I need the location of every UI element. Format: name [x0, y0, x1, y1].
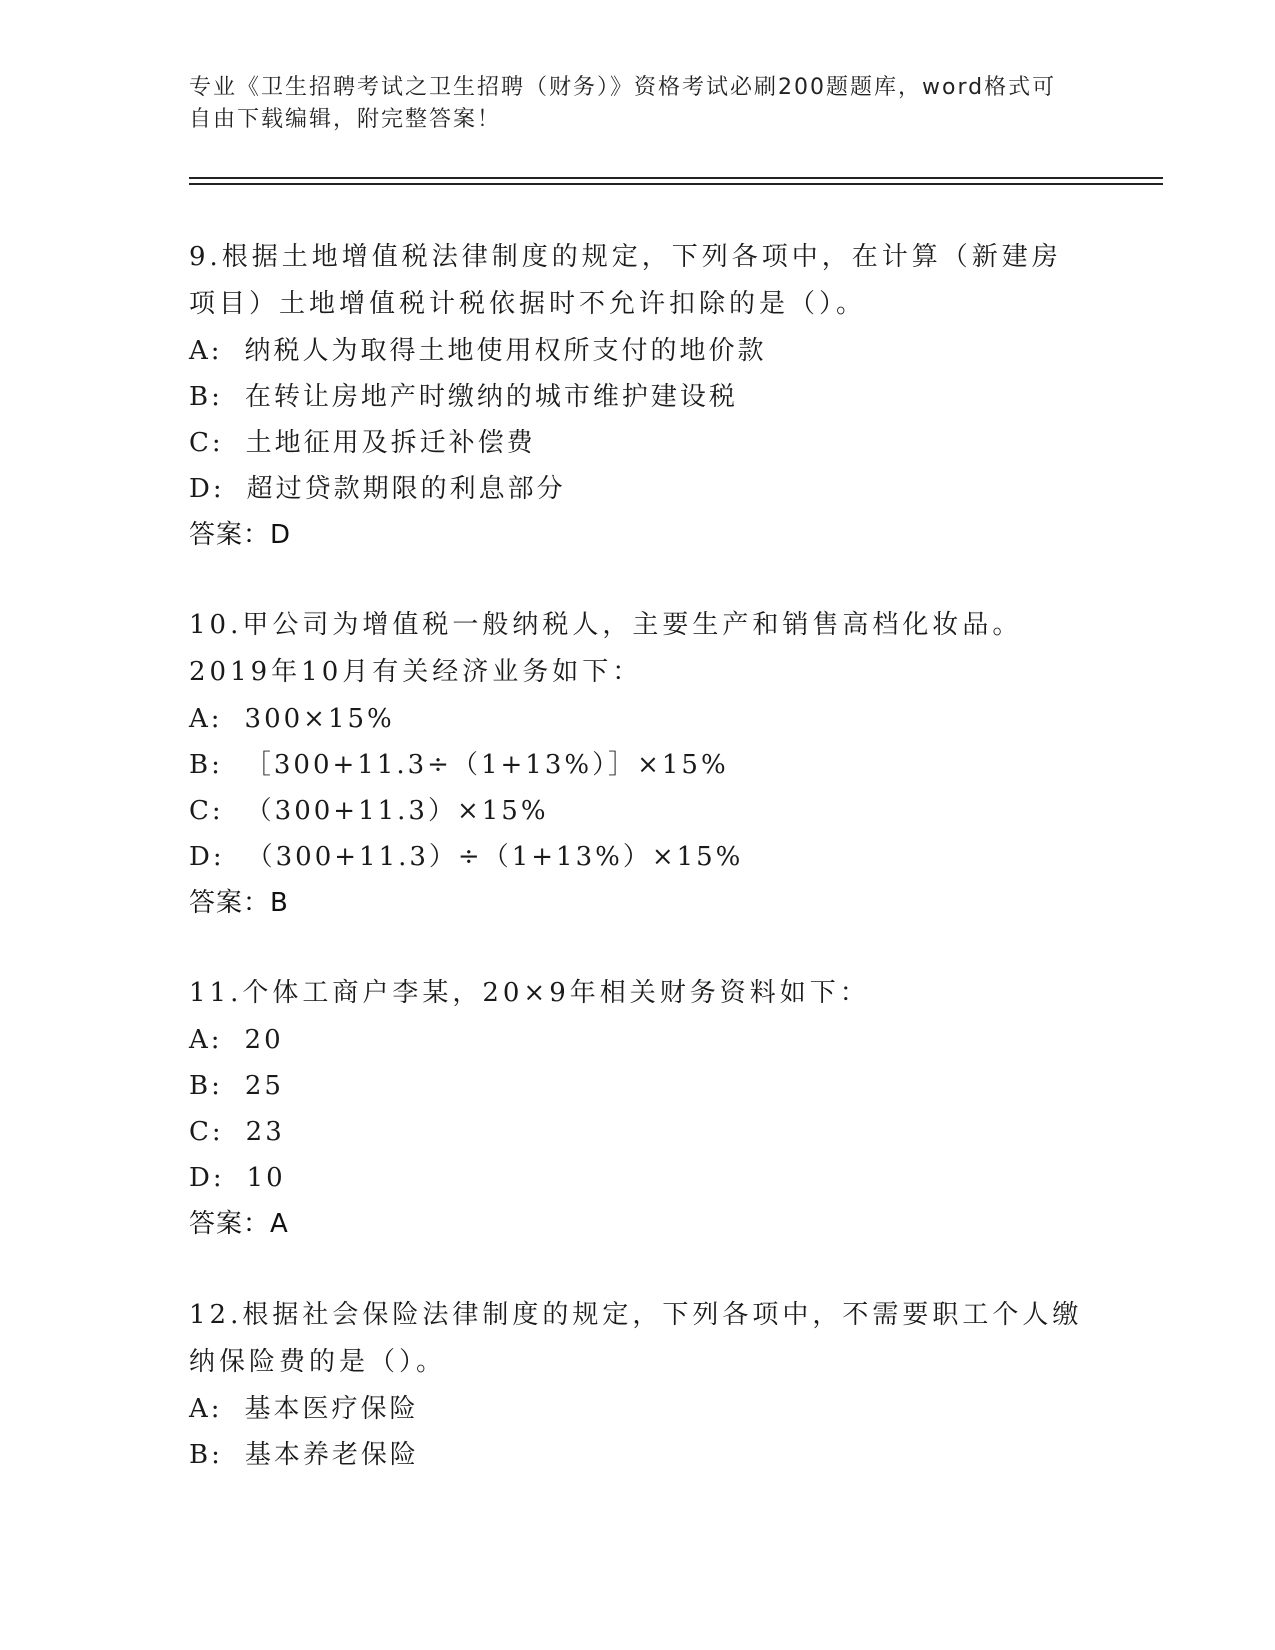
option-b: [189, 742, 1089, 788]
option-a: [189, 1017, 1089, 1063]
answer-line: [189, 880, 1089, 926]
option-text: 25: [244, 1071, 284, 1101]
option-a: [189, 328, 1089, 374]
option-d: [189, 466, 1089, 512]
option-key: A:: [189, 1025, 223, 1055]
option-c: [189, 1109, 1089, 1155]
option-c: [189, 420, 1089, 466]
option-text: 在转让房地产时缴纳的城市维护建设税: [244, 382, 738, 412]
option-key: A:: [189, 336, 223, 366]
answer-value: D: [270, 520, 292, 550]
option-text: 纳税人为取得土地使用权所支付的地价款: [244, 336, 767, 366]
answer-label: 答案：: [189, 1209, 271, 1239]
option-text: 20: [244, 1025, 284, 1055]
option-text: 300×15%: [244, 704, 395, 734]
option-key: C:: [189, 796, 224, 826]
option-a: [189, 1386, 1089, 1432]
answer-line: [189, 1201, 1089, 1247]
option-key: D:: [189, 1163, 225, 1193]
question-12: [189, 1292, 1089, 1478]
option-key: B:: [189, 382, 223, 412]
answer-value: B: [270, 888, 289, 918]
question-text: 10.甲公司为增值税一般纳税人，主要生产和销售高档化妆品。2019年10月有关经济业务如下：: [189, 610, 1023, 687]
option-key: B:: [189, 750, 223, 780]
option-b: [189, 1063, 1089, 1109]
question-11: [189, 970, 1089, 1247]
document-header: 专业《卫生招聘考试之卫生招聘（财务）》资格考试必刷200题题库，word格式可自由下载编辑，附完整答案！: [189, 75, 1057, 132]
option-text: 基本养老保险: [244, 1440, 419, 1470]
option-key: B:: [189, 1440, 223, 1470]
option-b: [189, 374, 1089, 420]
option-text: 基本医疗保险: [244, 1394, 419, 1424]
question-text: 11.个体工商户李某，20×9年相关财务资料如下：: [189, 978, 870, 1008]
option-b: [189, 1432, 1089, 1478]
question-text: 9.根据土地增值税法律制度的规定，下列各项中，在计算（新建房项目）土地增值税计税依据时不允许扣除的是（）。: [189, 242, 1062, 319]
answer-line: [189, 512, 1089, 558]
answer-value: A: [270, 1209, 289, 1239]
option-text: 23: [245, 1117, 285, 1147]
option-text: 超过贷款期限的利息部分: [246, 474, 566, 504]
option-text: （300+11.3）÷（1+13%）×15%: [246, 842, 744, 872]
option-d: [189, 834, 1089, 880]
question-text: 12.根据社会保险法律制度的规定，下列各项中，不需要职工个人缴纳保险费的是（）。: [189, 1300, 1083, 1377]
option-text: （300+11.3）×15%: [245, 796, 549, 826]
option-c: [189, 788, 1089, 834]
option-text: 10: [246, 1163, 286, 1193]
option-key: B:: [189, 1071, 223, 1101]
option-key: C:: [189, 428, 224, 458]
question-9: [189, 234, 1089, 558]
option-key: D:: [189, 842, 225, 872]
option-d: [189, 1155, 1089, 1201]
answer-label: 答案：: [189, 888, 271, 918]
option-a: [189, 696, 1089, 742]
answer-label: 答案：: [189, 520, 271, 550]
question-10: [189, 602, 1089, 926]
option-key: A:: [189, 1394, 223, 1424]
header-divider-bottom: [189, 183, 1163, 185]
option-key: A:: [189, 704, 223, 734]
header-divider-top: [189, 177, 1163, 179]
option-key: C:: [189, 1117, 224, 1147]
option-key: D:: [189, 474, 225, 504]
option-text: ［300+11.3÷（1+13%）］×15%: [244, 750, 729, 780]
option-text: 土地征用及拆迁补偿费: [245, 428, 536, 458]
